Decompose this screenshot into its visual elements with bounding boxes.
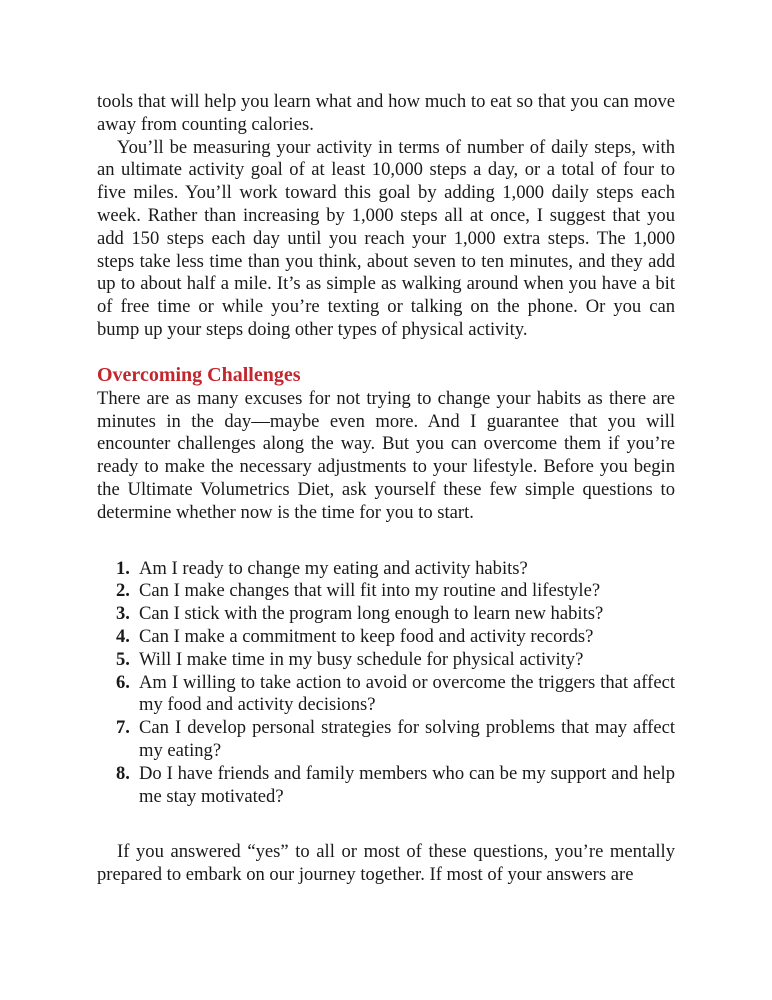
- question-number: 2.: [116, 580, 130, 602]
- question-text: Do I have friends and family members who can be my support and help me stay motivated?: [139, 762, 675, 807]
- question-number: 8.: [116, 762, 130, 784]
- question-item-7: [97, 717, 675, 763]
- question-number: 5.: [116, 648, 130, 670]
- question-text: Will I make time in my busy schedule for physical activity?: [139, 648, 584, 670]
- question-item-5: [97, 649, 675, 672]
- section-heading: Overcoming Challenges: [97, 363, 301, 386]
- question-item-1: [97, 558, 675, 581]
- question-item-8: [97, 763, 675, 809]
- question-number: 4.: [116, 625, 130, 647]
- question-item-4: [97, 626, 675, 649]
- questions-list: [97, 558, 675, 809]
- question-text: Am I ready to change my eating and activity habits?: [139, 557, 528, 579]
- question-number: 7.: [116, 717, 130, 739]
- question-text: Can I make a commitment to keep food and activity records?: [139, 625, 594, 647]
- closing-paragraph: If you answered “yes” to all or most of these questions, you’re mentally prepared to embark on our journey together. If most of your answers are: [97, 841, 675, 886]
- question-number: 3.: [116, 603, 130, 625]
- question-number: 1.: [116, 557, 130, 579]
- steps-paragraph: You’ll be measuring your activity in terms of number of daily steps, with an ultimate activity goal of at least 10,000 steps a day, or a total of four to five miles. You’ll work toward this goal by adding 1,000 daily steps each week. Rather than increasing by 1,000 steps all at once, I suggest that you add 150 steps each day until you reach your 1,000 extra steps. The 1,000 steps take less time than you think, about seven to ten minutes, and they add up to about half a mile. It’s as simple as walking around when you have a bit of free time or while you’re texting or talking on the phone. Or you can bump up your steps doing other types of physical activity.: [97, 136, 675, 340]
- question-item-3: [97, 603, 675, 626]
- section-paragraph: There are as many excuses for not trying to change your habits as there are minutes in the day—maybe even more. And I guarantee that you will encounter challenges along the way. But you can overcome them if you’re ready to make the necessary adjustments to your lifestyle. Before you begin the Ultimate Volumetrics Diet, ask yourself these few simple questions to determine whether now is the time for you to start.: [97, 387, 675, 523]
- question-item-6: [97, 672, 675, 718]
- question-text: Can I stick with the program long enough to learn new habits?: [139, 603, 604, 625]
- intro-continuation-paragraph: tools that will help you learn what and how much to eat so that you can move away from counting calories.: [97, 91, 675, 135]
- question-text: Can I make changes that will fit into my routine and lifestyle?: [139, 580, 601, 602]
- document-page: [97, 91, 675, 887]
- question-text: Can I develop personal strategies for solving problems that may affect my eating?: [139, 717, 675, 761]
- question-text: Am I willing to take action to avoid or overcome the triggers that affect my food and activity decisions?: [139, 671, 675, 716]
- question-number: 6.: [116, 671, 130, 693]
- question-item-2: [97, 580, 675, 603]
